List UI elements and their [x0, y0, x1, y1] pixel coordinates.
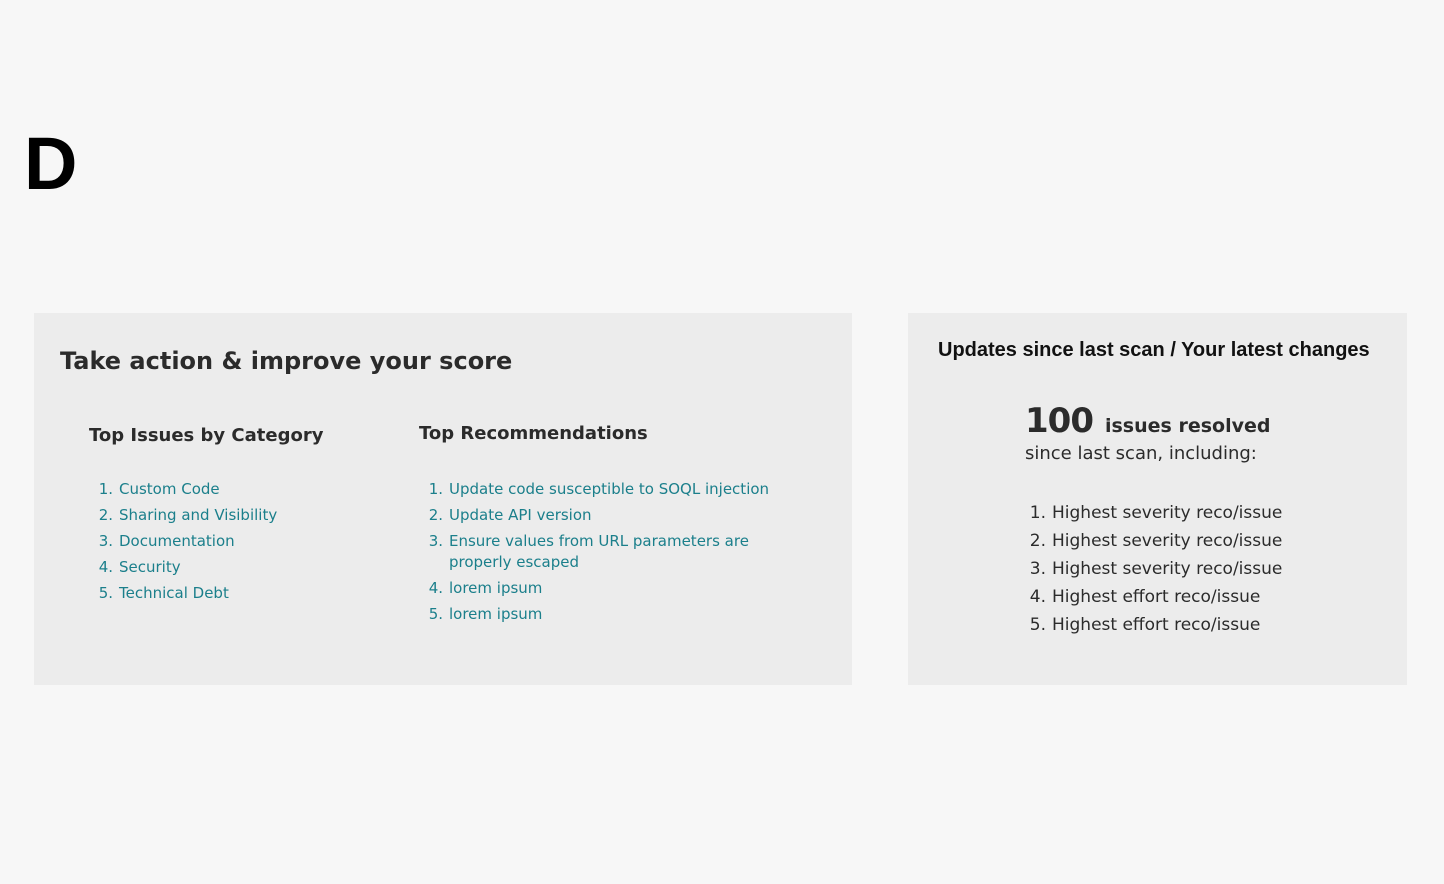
recommendation-link[interactable]: lorem ipsum [449, 605, 543, 623]
resolved-item: 5. Highest effort reco/issue [1025, 612, 1282, 638]
resolved-item-label: Highest severity reco/issue [1052, 531, 1283, 551]
issue-item[interactable]: 3. Documentation [98, 532, 235, 550]
top-issues-title: Top Issues by Category [89, 425, 324, 446]
action-card [34, 313, 852, 685]
resolved-item-label: Highest severity reco/issue [1052, 559, 1283, 579]
issue-link[interactable]: Security [119, 558, 181, 576]
resolved-count-row [1025, 401, 1270, 441]
resolved-count-label: issues resolved [1104, 415, 1271, 437]
recommendation-item[interactable]: 1. Update code susceptible to SOQL injection [428, 480, 770, 498]
issue-item[interactable]: 2. Sharing and Visibility [98, 506, 278, 524]
recommendation-link[interactable]: Ensure values from URL parameters are properly escaped [449, 532, 749, 571]
resolved-count: 100 [1025, 401, 1093, 441]
since-last-scan-text: since last scan, including: [1025, 443, 1257, 464]
top-issues-list [89, 479, 389, 609]
recommendation-item[interactable]: 2. Update API version [428, 506, 592, 524]
recommendation-link[interactable]: Update code susceptible to SOQL injection [449, 480, 770, 498]
resolved-items-list [1025, 500, 1282, 640]
resolved-item: 4. Highest effort reco/issue [1025, 584, 1282, 610]
resolved-item: 1. Highest severity reco/issue [1025, 500, 1282, 526]
resolved-item-label: Highest effort reco/issue [1052, 615, 1261, 635]
resolved-item: 3. Highest severity reco/issue [1025, 556, 1282, 582]
resolved-item-label: Highest effort reco/issue [1052, 587, 1261, 607]
issue-link[interactable]: Sharing and Visibility [119, 506, 278, 524]
issue-link[interactable]: Custom Code [119, 480, 220, 498]
issue-link[interactable]: Documentation [119, 532, 235, 550]
resolved-item: 2. Highest severity reco/issue [1025, 528, 1282, 554]
recommendation-item[interactable]: 3. Ensure values from URL parameters are properly escaped [419, 531, 779, 573]
updates-card-title: Updates since last scan / Your latest changes [938, 339, 1370, 361]
top-recommendations-list [419, 479, 779, 630]
recommendation-item[interactable]: 4. lorem ipsum [428, 579, 543, 597]
issue-item[interactable]: 1. Custom Code [98, 480, 220, 498]
issue-item[interactable]: 4. Security [98, 558, 181, 576]
top-recommendations-title: Top Recommendations [419, 423, 648, 444]
updates-card [908, 313, 1407, 685]
score-grade: D [24, 122, 76, 205]
action-card-title: Take action & improve your score [60, 347, 513, 375]
resolved-item-label: Highest severity reco/issue [1052, 503, 1283, 523]
recommendation-link[interactable]: Update API version [449, 506, 592, 524]
recommendation-item[interactable]: 5. lorem ipsum [428, 605, 543, 623]
recommendation-link[interactable]: lorem ipsum [449, 579, 543, 597]
issue-link[interactable]: Technical Debt [119, 584, 229, 602]
issue-item[interactable]: 5. Technical Debt [98, 584, 229, 602]
